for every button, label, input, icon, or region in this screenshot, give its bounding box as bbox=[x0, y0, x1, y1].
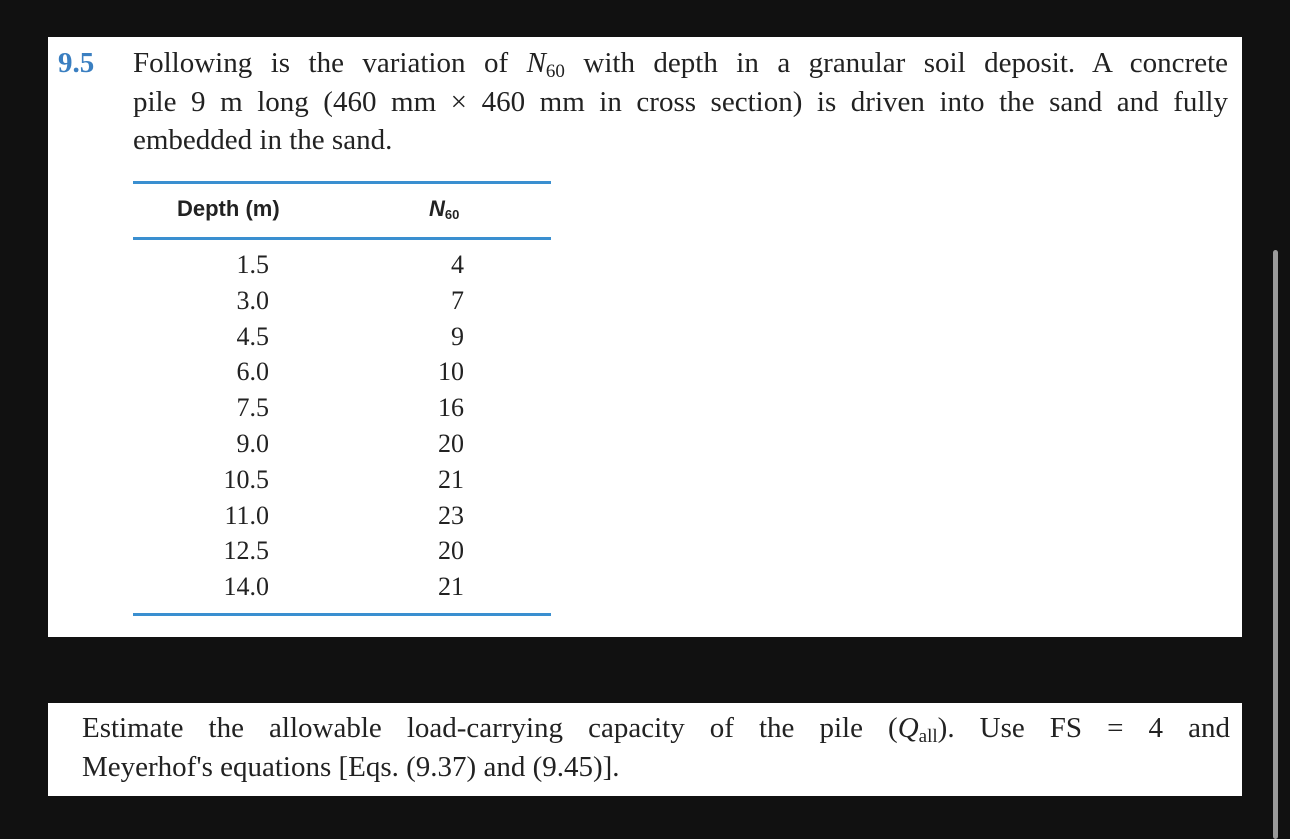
cell-n60: 7 bbox=[451, 285, 464, 315]
table-bottom-rule bbox=[133, 613, 551, 616]
cell-n60: 9 bbox=[451, 321, 464, 351]
header-depth: Depth (m) bbox=[177, 196, 280, 221]
cell-n60: 20 bbox=[438, 428, 464, 458]
table-row bbox=[133, 283, 551, 319]
question-text bbox=[82, 709, 1230, 787]
question-line-1-before: Estimate the allowable load-carrying capacity of the pile ( bbox=[82, 712, 898, 744]
table-row bbox=[133, 319, 551, 355]
question-line-1 bbox=[82, 709, 1230, 748]
table-row bbox=[133, 569, 551, 605]
n60-depth-table bbox=[133, 181, 551, 621]
cell-n60: 21 bbox=[438, 464, 464, 494]
cell-depth: 14.0 bbox=[223, 572, 269, 602]
header-n60-var: N bbox=[429, 196, 445, 221]
q-subscript: all bbox=[918, 726, 938, 747]
question-line-1-after: ). Use FS = 4 and bbox=[937, 712, 1230, 744]
table-row bbox=[133, 390, 551, 426]
table-row bbox=[133, 462, 551, 498]
cell-depth: 1.5 bbox=[236, 250, 269, 279]
problem-line-1-before: Following is the variation of bbox=[133, 47, 527, 79]
cell-depth: 4.5 bbox=[236, 321, 269, 351]
header-n60 bbox=[429, 193, 459, 225]
table-header-rule bbox=[133, 237, 551, 240]
cell-depth: 3.0 bbox=[236, 285, 269, 315]
cell-n60: 10 bbox=[438, 357, 464, 387]
cell-depth: 7.5 bbox=[236, 393, 269, 423]
cell-n60: 23 bbox=[438, 500, 464, 530]
table-row bbox=[133, 498, 551, 534]
problem-line-1 bbox=[133, 44, 1228, 83]
cell-depth: 9.0 bbox=[236, 428, 269, 458]
cell-depth: 6.0 bbox=[236, 357, 269, 387]
header-n60-sub: 60 bbox=[444, 207, 460, 222]
cell-n60: 21 bbox=[438, 572, 464, 602]
table-row bbox=[133, 426, 551, 462]
problem-panel bbox=[48, 37, 1242, 637]
table-row bbox=[133, 354, 551, 390]
problem-line-3: embedded in the sand. bbox=[133, 124, 393, 156]
cell-depth: 11.0 bbox=[224, 500, 269, 530]
cell-depth: 10.5 bbox=[223, 464, 269, 494]
problem-statement bbox=[133, 44, 1228, 160]
cell-n60: 20 bbox=[438, 536, 464, 566]
problem-number: 9.5 bbox=[58, 47, 95, 79]
question-panel bbox=[48, 703, 1242, 796]
n60-variable: N bbox=[526, 47, 546, 79]
table-row bbox=[133, 247, 551, 283]
problem-line-2: pile 9 m long (460 mm × 460 mm in cross section) is driven into the sand and fully bbox=[133, 85, 1228, 118]
cell-n60: 16 bbox=[438, 393, 464, 423]
table-row bbox=[133, 533, 551, 569]
cell-n60: 4 bbox=[451, 250, 464, 279]
cell-depth: 12.5 bbox=[223, 536, 269, 566]
question-line-2: Meyerhof's equations [Eqs. (9.37) and (9.45)]. bbox=[82, 751, 620, 783]
vertical-scrollbar[interactable] bbox=[1273, 250, 1278, 839]
q-variable: Q bbox=[897, 712, 919, 744]
table-body bbox=[133, 247, 551, 605]
problem-line-1-after: with depth in a granular soil deposit. A concrete bbox=[564, 47, 1228, 79]
table-top-rule bbox=[133, 181, 551, 184]
n60-subscript: 60 bbox=[545, 61, 565, 82]
